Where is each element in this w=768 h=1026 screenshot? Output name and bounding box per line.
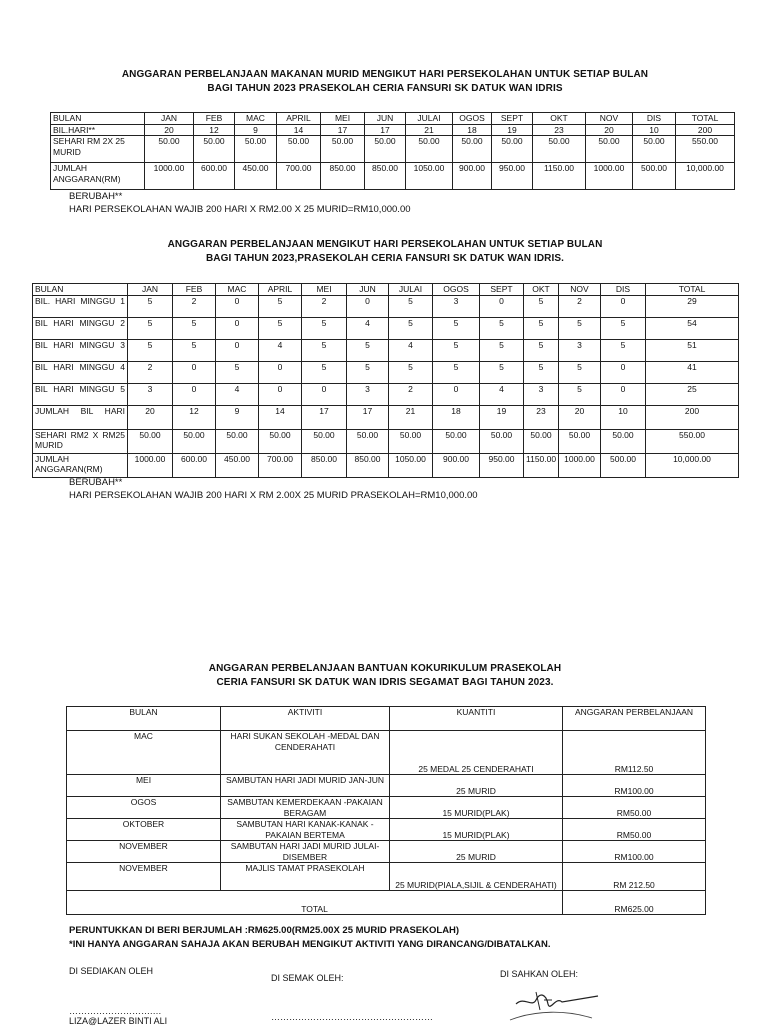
table-cell: 21 — [389, 405, 433, 429]
table-cell: 10,000.00 — [646, 453, 739, 477]
prepared-by-label: DI SEDIAKAN OLEH — [69, 966, 154, 976]
total-label: TOTAL — [67, 891, 563, 915]
table-cell: 29 — [646, 295, 739, 317]
budget-cell: RM50.00 — [563, 797, 706, 819]
table-row — [67, 863, 706, 891]
preparer-name: LIZA@LAZER BINTI ALI — [69, 1016, 168, 1026]
table-cell: 14 — [277, 124, 321, 136]
table-cell: 50.00 — [216, 429, 259, 453]
column-header: BULAN — [51, 113, 145, 125]
table-cell: 50.00 — [480, 429, 524, 453]
table-cell: 12 — [173, 405, 216, 429]
table-cell: 50.00 — [277, 136, 321, 163]
table-cell: 0 — [601, 295, 646, 317]
month-cell: MEI — [67, 775, 221, 797]
quantity-cell: 25 MURID — [390, 841, 563, 863]
column-header: JUN — [365, 113, 406, 125]
table-row — [33, 453, 739, 477]
table-cell: 25 — [646, 383, 739, 405]
table-cell: 4 — [216, 383, 259, 405]
table-cell: 1150.00 — [524, 453, 559, 477]
total-value: RM625.00 — [563, 891, 706, 915]
row-label: JUMLAH ANGGARAN(RM) — [51, 163, 145, 190]
column-header: TOTAL — [646, 284, 739, 296]
table-cell: 5 — [601, 317, 646, 339]
table-cell: 900.00 — [453, 163, 492, 190]
disclaimer-note: *INI HANYA ANGGARAN SAHAJA AKAN BERUBAH MENGIKUT AKTIVITI YANG DIRANCANG/DIBATALKAN. — [69, 939, 551, 950]
table-cell: 450.00 — [235, 163, 277, 190]
table-cell: 20 — [128, 405, 173, 429]
quantity-cell: 25 MEDAL 25 CENDERAHATI — [390, 731, 563, 775]
table-row — [33, 295, 739, 317]
table-cell: 3 — [524, 383, 559, 405]
column-header: OKT — [533, 113, 586, 125]
table-cell: 0 — [173, 383, 216, 405]
table-cell: 200 — [646, 405, 739, 429]
table-row — [67, 841, 706, 863]
activity-cell: MAJLIS TAMAT PRASEKOLAH — [221, 863, 390, 891]
row-label: BIL HARI MINGGU 2 — [33, 317, 128, 339]
table-cell: 50.00 — [347, 429, 389, 453]
table-cell: 54 — [646, 317, 739, 339]
table-row — [67, 775, 706, 797]
table-cell: 50.00 — [406, 136, 453, 163]
quantity-cell: 25 MURID — [390, 775, 563, 797]
table-cell: 5 — [347, 339, 389, 361]
table-cell: 850.00 — [321, 163, 365, 190]
budget-cell: RM100.00 — [563, 775, 706, 797]
table-cell: 17 — [365, 124, 406, 136]
table-cell: 5 — [389, 295, 433, 317]
column-header: JAN — [145, 113, 194, 125]
table-row — [67, 797, 706, 819]
table-cell: 50.00 — [633, 136, 676, 163]
row-label: SEHARI RM 2X 25 MURID — [51, 136, 145, 163]
table-cell: 5 — [302, 317, 347, 339]
quantity-cell: 15 MURID(PLAK) — [390, 797, 563, 819]
table-cell: 18 — [453, 124, 492, 136]
table-cell: 5 — [524, 339, 559, 361]
budget-cell: RM 212.50 — [563, 863, 706, 891]
table-total-row — [67, 891, 706, 915]
table-cell: 50.00 — [145, 136, 194, 163]
table-row — [33, 317, 739, 339]
table-cell: 19 — [480, 405, 524, 429]
table-cell: 1050.00 — [406, 163, 453, 190]
table-cell: 4 — [347, 317, 389, 339]
month-cell: NOVEMBER — [67, 841, 221, 863]
column-header: MEI — [321, 113, 365, 125]
approved-by-label: DI SAHKAN OLEH: — [500, 969, 579, 979]
column-header: NOV — [586, 113, 633, 125]
table-cell: 5 — [433, 339, 480, 361]
table-cell: 2 — [389, 383, 433, 405]
table-cell: 1000.00 — [128, 453, 173, 477]
table-cell: 5 — [302, 339, 347, 361]
column-header: OGOS — [433, 284, 480, 296]
table-cell: 5 — [480, 339, 524, 361]
table-cell: 20 — [586, 124, 633, 136]
month-cell: MAC — [67, 731, 221, 775]
column-header: AKTIVITI — [221, 707, 390, 731]
table-cell: 550.00 — [676, 136, 735, 163]
table-cell: 850.00 — [302, 453, 347, 477]
column-header: OGOS — [453, 113, 492, 125]
table-cell: 5 — [480, 361, 524, 383]
table-cell: 20 — [145, 124, 194, 136]
table-cell: 17 — [321, 124, 365, 136]
column-header: JUN — [347, 284, 389, 296]
table-cell: 51 — [646, 339, 739, 361]
column-header: MEI — [302, 284, 347, 296]
table-cell: 1000.00 — [586, 163, 633, 190]
column-header: JAN — [128, 284, 173, 296]
table-cell: 23 — [533, 124, 586, 136]
table-cell: 50.00 — [389, 429, 433, 453]
column-header: OKT — [524, 284, 559, 296]
section3-title — [60, 662, 710, 690]
table-cell: 50.00 — [453, 136, 492, 163]
table-cell: 5 — [259, 295, 302, 317]
table-cell: 2 — [302, 295, 347, 317]
table-row — [33, 361, 739, 383]
table-cell: 4 — [259, 339, 302, 361]
table-cell: 950.00 — [480, 453, 524, 477]
table-cell: 0 — [433, 383, 480, 405]
table-row — [33, 429, 739, 453]
table-cell: 1000.00 — [559, 453, 601, 477]
table-cell: 10 — [601, 405, 646, 429]
table-cell: 5 — [173, 317, 216, 339]
allocation-statement: PERUNTUKKAN DI BERI BERJUMLAH :RM625.00(RM25.00X 25 MURID PRASEKOLAH) — [69, 925, 460, 936]
table-cell: 600.00 — [173, 453, 216, 477]
column-header: DIS — [601, 284, 646, 296]
table-cell: 2 — [173, 295, 216, 317]
table-cell: 5 — [559, 361, 601, 383]
table-cell: 500.00 — [601, 453, 646, 477]
table-cell: 50.00 — [128, 429, 173, 453]
table-cell: 5 — [433, 361, 480, 383]
table-cell: 50.00 — [365, 136, 406, 163]
table-cell: 0 — [259, 361, 302, 383]
month-cell: OKTOBER — [67, 819, 221, 841]
table-cell: 50.00 — [173, 429, 216, 453]
table-cell: 5 — [302, 361, 347, 383]
prepared-signature-line: ……………………….… — [69, 1006, 162, 1016]
table-cell: 700.00 — [277, 163, 321, 190]
table-cell: 5 — [216, 361, 259, 383]
table-cell: 1150.00 — [533, 163, 586, 190]
section1-title-line2: BAGI TAHUN 2023 PRASEKOLAH CERIA FANSURI SK DATUK WAN IDRIS — [207, 83, 563, 94]
column-header: BULAN — [33, 284, 128, 296]
table-cell: 0 — [216, 295, 259, 317]
table-cell: 3 — [559, 339, 601, 361]
table-cell: 3 — [433, 295, 480, 317]
table-cell: 21 — [406, 124, 453, 136]
table-cell: 5 — [173, 339, 216, 361]
table-row — [51, 136, 735, 163]
table-cell: 3 — [347, 383, 389, 405]
activity-cell: HARI SUKAN SEKOLAH -MEDAL DAN CENDERAHATI — [221, 731, 390, 775]
table-cell: 5 — [559, 383, 601, 405]
section3-title-line2: CERIA FANSURI SK DATUK WAN IDRIS SEGAMAT BAGI TAHUN 2023. — [216, 677, 554, 688]
table-cell: 10,000.00 — [676, 163, 735, 190]
table-row — [51, 124, 735, 136]
table-cell: 5 — [559, 317, 601, 339]
table-cell: 50.00 — [559, 429, 601, 453]
budget-cell: RM112.50 — [563, 731, 706, 775]
table-row — [67, 819, 706, 841]
table-cell: 450.00 — [216, 453, 259, 477]
column-header: JULAI — [406, 113, 453, 125]
quantity-cell: 25 MURID(PIALA,SIJIL & CENDERAHATI) — [390, 863, 563, 891]
row-label: JUMLAH BIL HARI — [33, 405, 128, 429]
row-label: BIL HARI MINGGU 5 — [33, 383, 128, 405]
table-header-row — [51, 113, 735, 125]
handwritten-signature — [506, 988, 602, 1022]
table-cell: 18 — [433, 405, 480, 429]
month-cell: OGOS — [67, 797, 221, 819]
table-cell: 700.00 — [259, 453, 302, 477]
row-label: BIL HARI MINGGU 3 — [33, 339, 128, 361]
table-cell: 12 — [194, 124, 235, 136]
section1-title-line1: ANGGARAN PERBELANJAAN MAKANAN MURID MENGIKUT HARI PERSEKOLAHAN UNTUK SETIAP BULAN — [121, 69, 649, 80]
table-cell: 0 — [601, 361, 646, 383]
section1-title — [60, 68, 710, 96]
table-cell: 0 — [259, 383, 302, 405]
budget-cell: RM100.00 — [563, 841, 706, 863]
table-cell: 2 — [128, 361, 173, 383]
section3-title-line1: ANGGARAN PERBELANJAAN BANTUAN KOKURIKULUM PRASEKOLAH — [208, 663, 562, 674]
column-header: APRIL — [277, 113, 321, 125]
table-cell: 50.00 — [601, 429, 646, 453]
table-cell: 1050.00 — [389, 453, 433, 477]
column-header: DIS — [633, 113, 676, 125]
table-cell: 4 — [480, 383, 524, 405]
table-cell: 5 — [128, 339, 173, 361]
table-cell: 0 — [302, 383, 347, 405]
section2-title-line2: BAGI TAHUN 2023,PRASEKOLAH CERIA FANSURI SK DATUK WAN IDRIS. — [205, 253, 565, 264]
table-cell: 50.00 — [321, 136, 365, 163]
column-header: MAC — [235, 113, 277, 125]
activity-cell: SAMBUTAN HARI KANAK-KANAK -PAKAIAN BERTEMA — [221, 819, 390, 841]
table-cell: 2 — [559, 295, 601, 317]
table-cell: 3 — [128, 383, 173, 405]
column-header: FEB — [173, 284, 216, 296]
table-cell: 50.00 — [235, 136, 277, 163]
table-cell: 0 — [173, 361, 216, 383]
table-cell: 5 — [524, 361, 559, 383]
column-header: KUANTITI — [390, 707, 563, 731]
column-header: BULAN — [67, 707, 221, 731]
table-cell: 5 — [259, 317, 302, 339]
table-cell: 5 — [433, 317, 480, 339]
table-cell: 50.00 — [492, 136, 533, 163]
section1-note-formula: HARI PERSEKOLAHAN WAJIB 200 HARI X RM2.00 X 25 MURID=RM10,000.00 — [69, 204, 411, 215]
table-cell: 50.00 — [524, 429, 559, 453]
table-header-row — [33, 284, 739, 296]
table-cell: 19 — [492, 124, 533, 136]
column-header: ANGGARAN PERBELANJAAN — [563, 707, 706, 731]
table-cell: 5 — [480, 317, 524, 339]
table-cell: 0 — [347, 295, 389, 317]
table-cell: 850.00 — [347, 453, 389, 477]
budget-cell: RM50.00 — [563, 819, 706, 841]
table-cell: 17 — [302, 405, 347, 429]
table-cell: 5 — [347, 361, 389, 383]
column-header: JULAI — [389, 284, 433, 296]
table-row — [33, 339, 739, 361]
table-cell: 50.00 — [586, 136, 633, 163]
table-cell: 5 — [128, 317, 173, 339]
table-cell: 500.00 — [633, 163, 676, 190]
section2-title — [60, 238, 710, 266]
table-cell: 0 — [601, 383, 646, 405]
table-cell: 5 — [128, 295, 173, 317]
table-cell: 50.00 — [194, 136, 235, 163]
table-cell: 5 — [601, 339, 646, 361]
table-row — [67, 731, 706, 775]
table-cell: 17 — [347, 405, 389, 429]
table-cell: 850.00 — [365, 163, 406, 190]
section1-note-change: BERUBAH** — [69, 191, 123, 202]
table-cell: 20 — [559, 405, 601, 429]
school-days-table — [32, 283, 739, 478]
table-cell: 0 — [216, 317, 259, 339]
row-label: BIL.HARI** — [51, 124, 145, 136]
activity-cell: SAMBUTAN KEMERDEKAAN -PAKAIAN BERAGAM — [221, 797, 390, 819]
table-row — [33, 405, 739, 429]
table-cell: 9 — [216, 405, 259, 429]
column-header: NOV — [559, 284, 601, 296]
table-cell: 5 — [389, 317, 433, 339]
table-cell: 50.00 — [259, 429, 302, 453]
table-cell: 9 — [235, 124, 277, 136]
month-cell: NOVEMBER — [67, 863, 221, 891]
column-header: MAC — [216, 284, 259, 296]
column-header: APRIL — [259, 284, 302, 296]
food-budget-table — [50, 112, 735, 190]
table-cell: 200 — [676, 124, 735, 136]
table-cell: 14 — [259, 405, 302, 429]
table-cell: 50.00 — [302, 429, 347, 453]
row-label: SEHARI RM2 X RM25 MURID — [33, 429, 128, 453]
section2-title-line1: ANGGARAN PERBELANJAAN MENGIKUT HARI PERSEKOLAHAN UNTUK SETIAP BULAN — [167, 239, 603, 250]
table-cell: 5 — [389, 361, 433, 383]
table-header-row — [67, 707, 706, 731]
column-header: FEB — [194, 113, 235, 125]
table-cell: 950.00 — [492, 163, 533, 190]
checked-signature-line: ……………………………………………… — [271, 1012, 433, 1022]
table-cell: 5 — [524, 317, 559, 339]
column-header: SEPT — [492, 113, 533, 125]
table-cell: 1000.00 — [145, 163, 194, 190]
table-cell: 50.00 — [533, 136, 586, 163]
section2-note-formula: HARI PERSEKOLAHAN WAJIB 200 HARI X RM 2.00X 25 MURID PRASEKOLAH=RM10,000.00 — [69, 490, 478, 501]
column-header: TOTAL — [676, 113, 735, 125]
table-cell: 23 — [524, 405, 559, 429]
table-cell: 0 — [216, 339, 259, 361]
table-row — [33, 383, 739, 405]
activity-cell: SAMBUTAN HARI JADI MURID JAN-JUN — [221, 775, 390, 797]
section2-note-change: BERUBAH** — [69, 477, 123, 488]
table-row — [51, 163, 735, 190]
table-cell: 50.00 — [433, 429, 480, 453]
table-cell: 41 — [646, 361, 739, 383]
table-cell: 600.00 — [194, 163, 235, 190]
checked-by-label: DI SEMAK OLEH: — [271, 973, 344, 983]
cocurriculum-table — [66, 706, 706, 915]
table-cell: 5 — [524, 295, 559, 317]
row-label: BIL. HARI MINGGU 1 — [33, 295, 128, 317]
table-cell: 0 — [480, 295, 524, 317]
quantity-cell: 15 MURID(PLAK) — [390, 819, 563, 841]
column-header: SEPT — [480, 284, 524, 296]
table-cell: 10 — [633, 124, 676, 136]
table-cell: 550.00 — [646, 429, 739, 453]
table-cell: 900.00 — [433, 453, 480, 477]
table-cell: 4 — [389, 339, 433, 361]
row-label: BIL HARI MINGGU 4 — [33, 361, 128, 383]
row-label: JUMLAH ANGGARAN(RM) — [33, 453, 128, 477]
activity-cell: SAMBUTAN HARI JADI MURID JULAI-DISEMBER — [221, 841, 390, 863]
